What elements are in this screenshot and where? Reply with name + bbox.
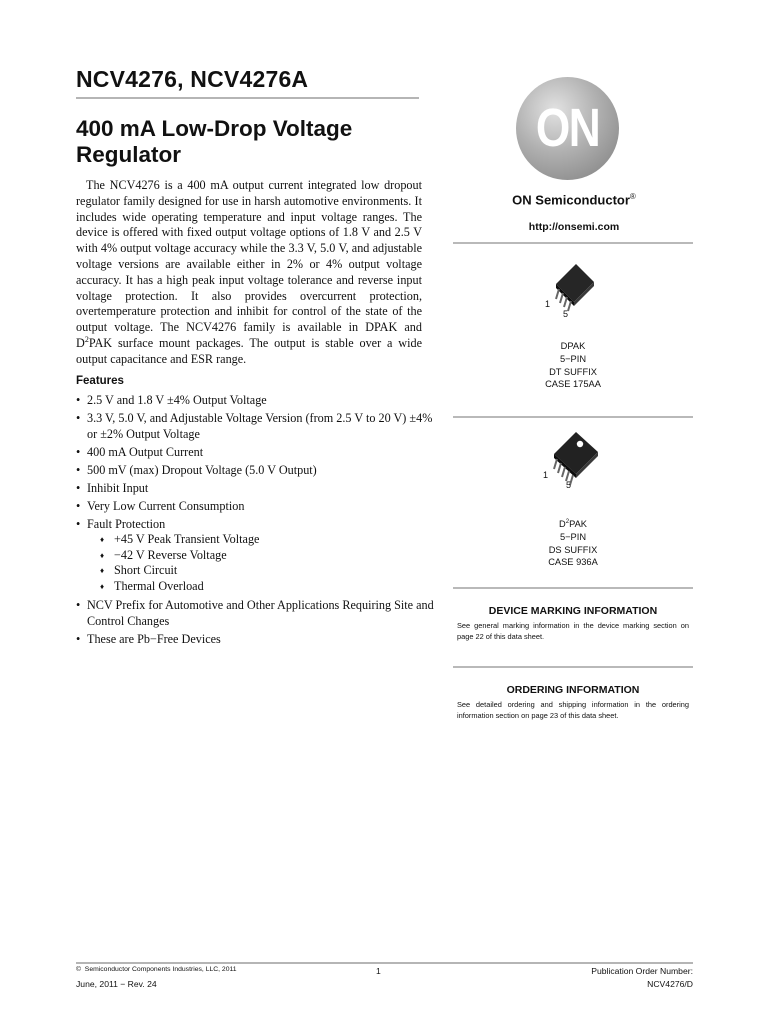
d2pak-pin-5-label: 5 [566, 480, 572, 490]
sub-feature-text: +45 V Peak Transient Voltage [114, 532, 260, 546]
feature-item [76, 631, 436, 647]
bullet-icon: • [76, 597, 81, 612]
sub-feature-item [87, 579, 436, 595]
diamond-bullet-icon: ♦ [100, 550, 105, 560]
feature-item [76, 516, 436, 595]
sub-feature-item [87, 532, 436, 548]
diamond-bullet-icon: ♦ [100, 566, 105, 576]
bullet-icon: • [76, 499, 81, 513]
bullet-icon: • [76, 445, 81, 459]
ordering-info-text: See detailed ordering and shipping information in the ordering information section on page 23 of this data sheet. [457, 700, 689, 720]
bullet-icon: • [76, 517, 81, 531]
footer-divider [76, 962, 693, 964]
description-superscript: 2 [84, 334, 89, 344]
feature-text: 2.5 V and 1.8 V ±4% Output Voltage [87, 393, 267, 407]
description-part-1: The NCV4276 is a 400 mA output current integrated low dropout regulator family designed for use in harsh automotive environments. It includes wide operating temperature and input voltage ranges. The device is offered with fixed output voltage options of 1.8 V and 2.5 V with 4% output voltage accuracy while the 3.3 V, 5.0 V, and adjustable voltage versions are available either in 2% or 4% output voltage accuracy. It has a high peak input voltage tolerance and reverse input voltage protection. It also provides overcurrent protection, overtemperature protection and inhibit for control of the state of the output voltage. The NCV4276 family is available in DPAK and D [76, 178, 422, 350]
feature-text: 3.3 V, 5.0 V, and Adjustable Voltage Version (from 2.5 V to 20 V) ±4% or ±2% Output Voltage [87, 411, 433, 441]
d2pak-name-suffix: PAK [569, 519, 587, 530]
copyright-text: Semiconductor Components Industries, LLC, 2011 [84, 966, 237, 973]
feature-text: Fault Protection [87, 517, 166, 531]
d2pak-suffix: DS SUFFIX [548, 544, 598, 555]
feature-text: NCV Prefix for Automotive and Other Applications Requiring Site and Control Changes [87, 597, 434, 628]
feature-item [76, 597, 436, 629]
feature-text: Very Low Current Consumption [87, 499, 245, 513]
section-divider [453, 416, 693, 418]
company-name [456, 192, 692, 207]
d2pak-name-superscript: 2 [565, 519, 570, 525]
feature-item [76, 392, 436, 408]
page-number: 1 [376, 966, 381, 976]
part-number-title: NCV4276, NCV4276A [76, 66, 309, 92]
description-paragraph [76, 178, 422, 368]
device-marking-text: See general marking information in the device marking section on page 22 of this data sheet. [457, 621, 689, 641]
description-part-2: PAK surface mount packages. The output is stable over a wide output capacitance and ESR range. [76, 335, 422, 366]
copyright-icon: © [76, 966, 82, 973]
ordering-info-heading: ORDERING INFORMATION [506, 684, 640, 696]
registered-mark: ® [629, 192, 636, 201]
sub-feature-text: Short Circuit [114, 563, 178, 578]
title-divider [76, 97, 419, 99]
d2pak-package-label [453, 516, 693, 569]
d2pak-package-icon [548, 430, 602, 486]
dpak-suffix: DT SUFFIX [549, 366, 597, 377]
section-divider [453, 666, 693, 668]
bullet-icon: • [76, 463, 81, 477]
d2pak-pins: 5−PIN [559, 531, 587, 542]
feature-item [76, 462, 436, 478]
feature-item [76, 480, 436, 496]
bullet-icon: • [76, 411, 81, 425]
fault-protection-sublist [87, 532, 436, 595]
copyright-notice [76, 966, 237, 973]
bullet-icon: • [76, 481, 81, 495]
feature-item [76, 498, 436, 514]
feature-text: 400 mA Output Current [87, 445, 204, 459]
d2pak-case: CASE 936A [548, 557, 598, 568]
publication-order-number: NCV4276/D [647, 979, 693, 989]
section-divider [453, 242, 693, 244]
on-semiconductor-logo [516, 77, 619, 180]
dpak-package-icon [550, 262, 600, 312]
revision-date: June, 2011 − Rev. 24 [76, 979, 157, 989]
publication-order-label: Publication Order Number: [591, 966, 693, 976]
diamond-bullet-icon: ♦ [100, 582, 105, 592]
d2pak-name-prefix: D [559, 519, 566, 530]
feature-item [76, 410, 436, 442]
device-marking-heading: DEVICE MARKING INFORMATION [488, 605, 658, 617]
bullet-icon: • [76, 631, 81, 646]
sub-feature-item [87, 548, 436, 564]
dpak-name: DPAK [560, 341, 586, 351]
diamond-bullet-icon: ♦ [100, 535, 105, 544]
dpak-case: CASE 175AA [545, 379, 601, 390]
feature-text: Inhibit Input [87, 481, 149, 495]
dpak-pins: 5−PIN [559, 353, 587, 364]
document-title-line-2: Regulator [76, 142, 182, 167]
dpak-package-label [453, 340, 693, 391]
feature-item [76, 444, 436, 460]
website-link[interactable]: http://onsemi.com [528, 221, 620, 233]
logo-text: ON [535, 98, 600, 158]
document-title-line-1: 400 mA Low-Drop Voltage [76, 116, 353, 141]
d2pak-name [453, 516, 693, 531]
bullet-icon: • [76, 393, 81, 407]
company-name-text: ON Semiconductor [512, 192, 630, 208]
d2pak-pin-1-label: 1 [543, 470, 549, 480]
dpak-pin-5-label: 5 [563, 309, 569, 319]
section-divider [453, 587, 693, 589]
feature-text: These are Pb−Free Devices [87, 631, 221, 646]
dpak-pin-1-label: 1 [545, 299, 551, 309]
features-heading: Features [76, 375, 124, 387]
sub-feature-text: −42 V Reverse Voltage [114, 547, 227, 562]
feature-text: 500 mV (max) Dropout Voltage (5.0 V Output) [87, 463, 317, 477]
sub-feature-item [87, 563, 436, 579]
sub-feature-text: Thermal Overload [114, 579, 204, 594]
document-title [76, 116, 436, 168]
features-list [76, 392, 436, 649]
